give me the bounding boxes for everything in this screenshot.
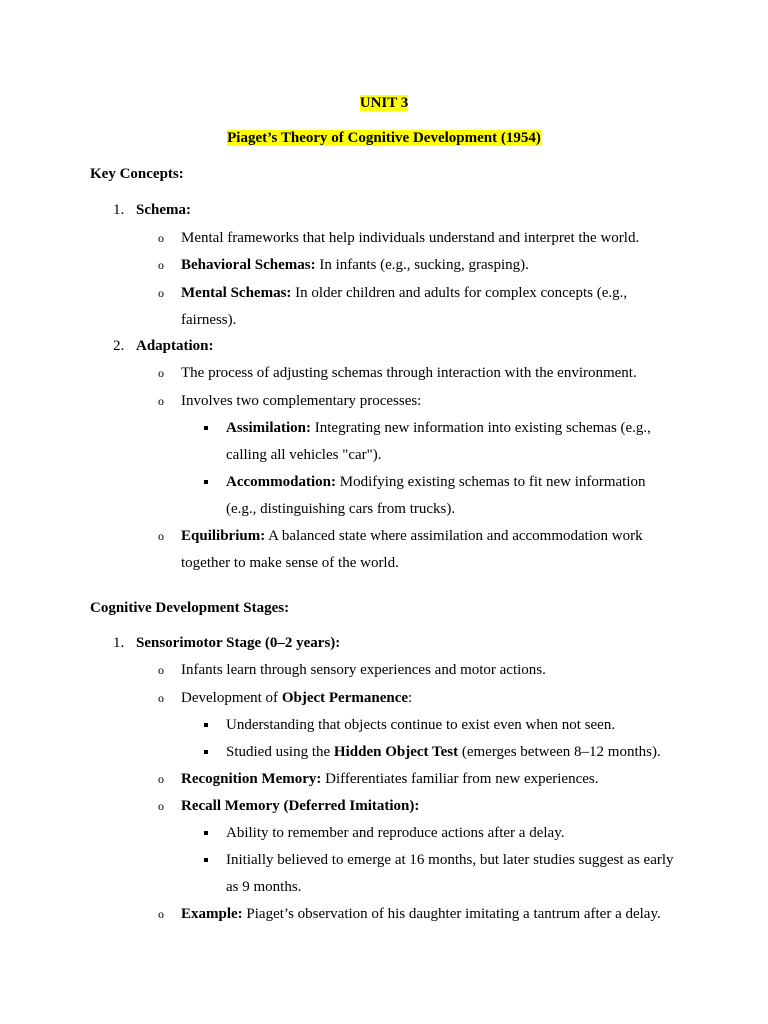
list-item: Studied using the Hidden Object Test (emerges between 8–12 months).	[226, 744, 661, 760]
circle-bullet-icon: o	[158, 258, 164, 272]
list-item-continuation: together to make sense of the world.	[181, 555, 399, 571]
circle-bullet-icon: o	[158, 907, 164, 921]
circle-bullet-icon: o	[158, 799, 164, 813]
list-item: Example: Piaget’s observation of his daughter imitating a tantrum after a delay.	[181, 906, 661, 922]
circle-bullet-icon: o	[158, 663, 164, 677]
key-concepts-heading: Key Concepts:	[90, 166, 184, 182]
circle-bullet-icon: o	[158, 366, 164, 380]
square-bullet-icon	[204, 426, 208, 430]
unit-heading: UNIT 3	[359, 95, 409, 111]
circle-bullet-icon: o	[158, 286, 164, 300]
schema-label: Schema:	[136, 202, 191, 218]
list-item: Initially believed to emerge at 16 months, but later studies suggest as early	[226, 852, 674, 868]
list-item: Equilibrium: A balanced state where assimilation and accommodation work	[181, 528, 643, 544]
list-item: Accommodation: Modifying existing schemas to fit new information	[226, 474, 646, 490]
list-item: Recall Memory (Deferred Imitation):	[181, 798, 420, 814]
circle-bullet-icon: o	[158, 691, 164, 705]
list-number: 1.	[113, 202, 125, 218]
list-item: Recognition Memory: Differentiates familiar from new experiences.	[181, 771, 599, 787]
square-bullet-icon	[204, 858, 208, 862]
list-item-continuation: fairness).	[181, 312, 237, 328]
list-item: Involves two complementary processes:	[181, 393, 422, 409]
adaptation-label: Adaptation:	[136, 338, 214, 354]
document-title: Piaget’s Theory of Cognitive Development (1954)	[227, 130, 541, 146]
circle-bullet-icon: o	[158, 394, 164, 408]
list-item: Ability to remember and reproduce actions after a delay.	[226, 825, 565, 841]
list-number: 1.	[113, 635, 125, 651]
list-item: Development of Object Permanence:	[181, 690, 413, 706]
list-item: Assimilation: Integrating new information into existing schemas (e.g.,	[226, 420, 651, 436]
list-item: Understanding that objects continue to exist even when not seen.	[226, 717, 616, 733]
list-item: Infants learn through sensory experiences and motor actions.	[181, 662, 546, 678]
circle-bullet-icon: o	[158, 772, 164, 786]
list-number: 2.	[113, 338, 125, 354]
stages-heading: Cognitive Development Stages:	[90, 600, 290, 616]
circle-bullet-icon: o	[158, 231, 164, 245]
list-item-continuation: as 9 months.	[226, 879, 302, 895]
square-bullet-icon	[204, 750, 208, 754]
square-bullet-icon	[204, 831, 208, 835]
square-bullet-icon	[204, 723, 208, 727]
list-item: Behavioral Schemas: In infants (e.g., sucking, grasping).	[181, 257, 529, 273]
list-item-continuation: (e.g., distinguishing cars from trucks).	[226, 501, 456, 517]
circle-bullet-icon: o	[158, 529, 164, 543]
square-bullet-icon	[204, 480, 208, 484]
list-item-continuation: calling all vehicles "car").	[226, 447, 382, 463]
list-item: The process of adjusting schemas through interaction with the environment.	[181, 365, 637, 381]
list-item: Mental frameworks that help individuals understand and interpret the world.	[181, 230, 640, 246]
sensorimotor-label: Sensorimotor Stage (0–2 years):	[136, 635, 341, 651]
list-item: Mental Schemas: In older children and adults for complex concepts (e.g.,	[181, 285, 628, 301]
